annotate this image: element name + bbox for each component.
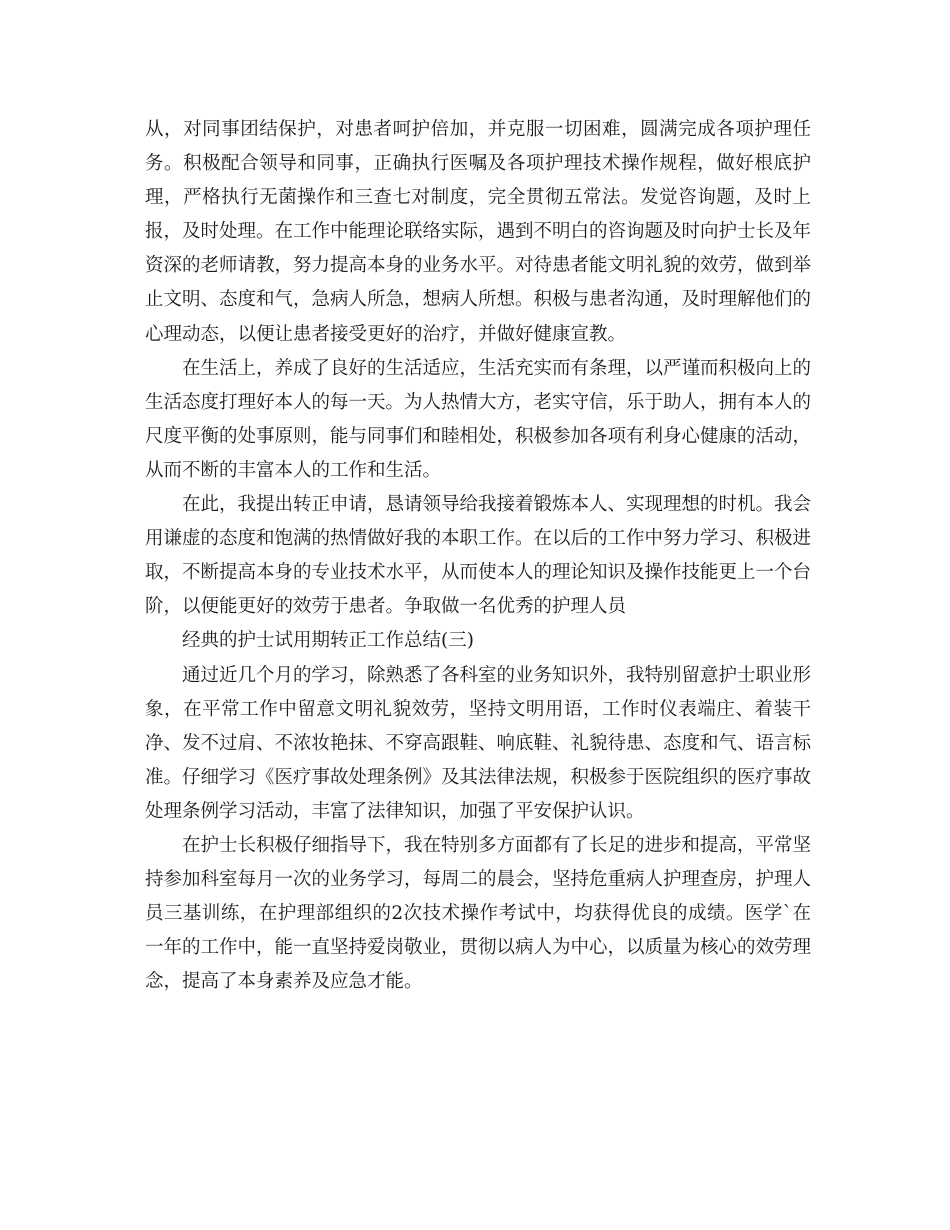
paragraph-daily-life: 在生活上，养成了良好的生活适应，生活充实而有条理，以严谨而积极向上的生活态度打理好本人的每一天。为人热情大方，老实守信，乐于助人，拥有本人的尺度平衡的处事原则，能与同事们和睦相处，积极参加各项有利身心健康的活动，从而不断的丰富本人的工作和生活。 — [145, 357, 812, 481]
paragraph-progress: 在护士长积极仔细指导下，我在特别多方面都有了长足的进步和提高，平常坚持参加科室每月一次的业务学习，每周二的晨会，坚持危重病人护理查房，护理人员三基训练，在护理部组织的2次技术操作考试中，均获得优良的成绩。医学`在一年的工作中，能一直坚持爱岗敬业，贯彻以病人为中心，以质量为核心的效劳理念，提高了本身素养及应急才能。 — [145, 834, 812, 993]
paragraph-continuation: 从，对同事团结保护，对患者呵护倍加，并克服一切困难，圆满完成各项护理任务。积极配合领导和同事，正确执行医嘱及各项护理技术操作规程，做好根底护理，严格执行无菌操作和三查七对制度，完全贯彻五常法。发觉咨询题，及时上报，及时处理。在工作中能理论联络实际，遇到不明白的咨询题及时向护士长及年资深的老师请教，努力提高本身的业务水平。对待患者能文明礼貌的效劳，做到举止文明、态度和气，急病人所急，想病人所想。积极与患者沟通，及时理解他们的心理动态，以便让患者接受更好的治疗，并做好健康宣教。 — [145, 119, 812, 345]
paragraph-application: 在此，我提出转正申请，恳请领导给我接着锻炼本人、实现理想的时机。我会用谦虚的态度和饱满的热情做好我的本职工作。在以后的工作中努力学习、积极进取，不断提高本身的专业技术水平，从而使本人的理论知识及操作技能更上一个台阶，以便能更好的效劳于患者。争取做一名优秀的护理人员 — [145, 494, 812, 618]
document-body — [145, 113, 811, 999]
paragraph-study: 通过近几个月的学习，除熟悉了各科室的业务知识外，我特别留意护士职业形象，在平常工作中留意文明礼貌效劳，坚持文明用语，工作时仪表端庄、着装干净、发不过肩、不浓妆艳抹、不穿高跟鞋、响底鞋、礼貌待患、态度和气、语言标准。仔细学习《医疗事故处理条例》及其法律法规，积极参于医院组织的医疗事故处理条例学习活动，丰富了法律知识，加强了平安保护认识。 — [145, 664, 812, 822]
section-heading: 经典的护士试用期转正工作总结(三) — [182, 630, 474, 652]
